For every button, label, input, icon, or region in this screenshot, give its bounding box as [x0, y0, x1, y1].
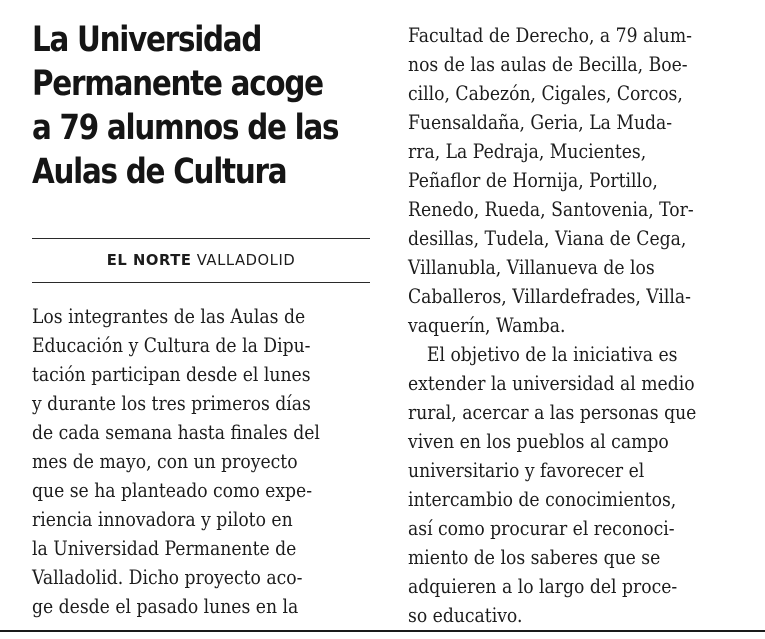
- body-line: desillas, Tudela, Viana de Cega,: [408, 226, 687, 250]
- byline-city: VALLADOLID: [196, 251, 296, 269]
- paragraph-first-line: El objetivo de la iniciativa es: [426, 342, 678, 366]
- byline-agency: EL NORTE: [106, 251, 192, 269]
- page-bottom-rule: [0, 630, 765, 632]
- body-line: ge desde el pasado lunes en la: [32, 594, 299, 618]
- body-line: mes de mayo, con un proyecto: [32, 449, 298, 473]
- body-line: riencia innovadora y piloto en: [32, 507, 293, 531]
- body-line: universitario y favorecer el: [408, 458, 645, 482]
- body-line: viven en los pueblos al campo: [408, 429, 669, 453]
- body-line: tación participan desde el lunes: [32, 362, 311, 386]
- body-line: Valladolid. Dicho proyecto aco-: [32, 565, 303, 589]
- body-line: miento de los saberes que se: [408, 545, 661, 569]
- body-line: rra, La Pedraja, Mucientes,: [408, 139, 647, 163]
- body-line: Renedo, Rueda, Santovenia, Tor-: [408, 197, 694, 221]
- body-line: nos de las aulas de Becilla, Boe-: [408, 52, 688, 76]
- body-column-right: [408, 21, 696, 630]
- body-line: Villanubla, Villanueva de los: [408, 255, 655, 279]
- body-line: así como procurar el reconoci-: [408, 516, 675, 540]
- headline-line: Permanente acoge: [32, 64, 323, 104]
- body-line: so educativo.: [408, 603, 523, 627]
- body-line: que se ha planteado como expe-: [32, 478, 313, 502]
- body-line: Los integrantes de las Aulas de: [32, 304, 306, 328]
- byline: [40, 248, 361, 272]
- headline: [32, 18, 339, 194]
- headline-line: Aulas de Cultura: [32, 152, 287, 192]
- body-line: y durante los tres primeros días: [32, 391, 311, 415]
- body-line: vaquerín, Wamba.: [408, 313, 566, 337]
- headline-line: a 79 alumnos de las: [32, 108, 339, 148]
- body-line: Peñaflor de Hornija, Portillo,: [408, 168, 658, 192]
- body-line: la Universidad Permanente de: [32, 536, 297, 560]
- body-column-left: [32, 302, 320, 621]
- body-line: Caballeros, Villardefrades, Villa-: [408, 284, 691, 308]
- body-line: Facultad de Derecho, a 79 alum-: [408, 23, 692, 47]
- byline-top-rule: [32, 238, 370, 239]
- body-line: Fuensaldaña, Geria, La Muda-: [408, 110, 673, 134]
- body-line: rural, acercar a las personas que: [408, 400, 697, 424]
- headline-line: La Universidad: [32, 20, 262, 60]
- byline-bottom-rule: [32, 282, 370, 283]
- body-line: adquieren a lo largo del proce-: [408, 574, 678, 598]
- body-line: Educación y Cultura de la Dipu-: [32, 333, 311, 357]
- body-line: extender la universidad al medio: [408, 371, 695, 395]
- body-line: de cada semana hasta finales del: [32, 420, 320, 444]
- body-line: intercambio de conocimientos,: [408, 487, 677, 511]
- body-line: cillo, Cabezón, Cigales, Corcos,: [408, 81, 683, 105]
